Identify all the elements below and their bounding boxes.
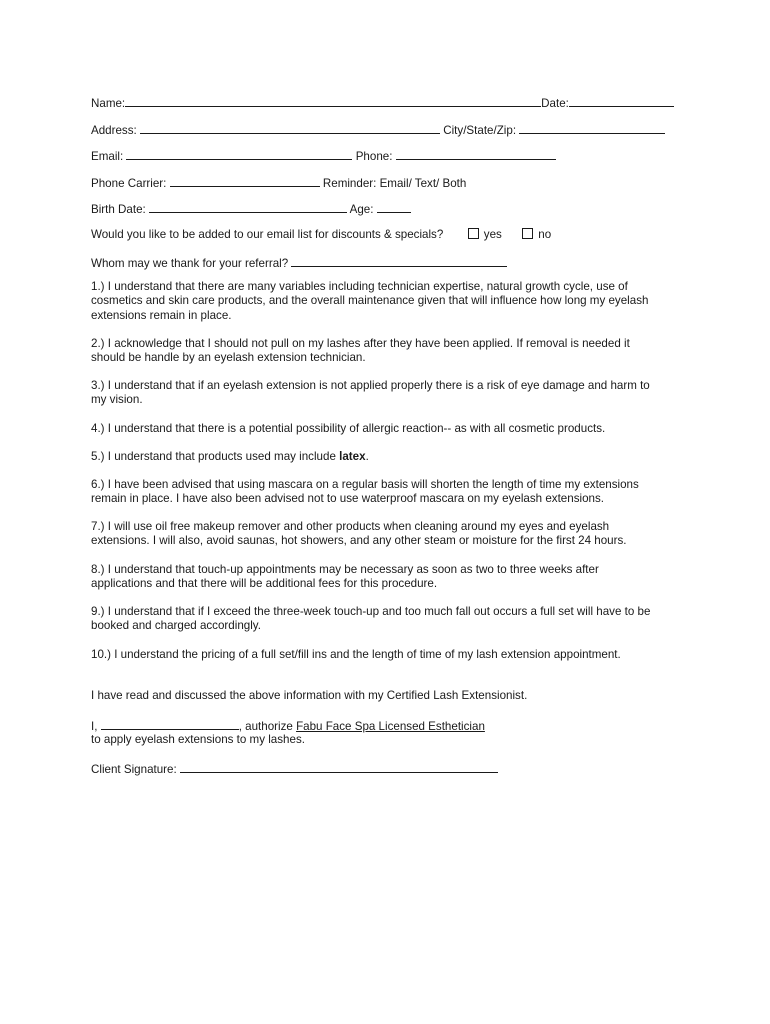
statement-10: 10.) I understand the pricing of a full set/fill ins and the length of time of my lash extension appointment.: [91, 648, 621, 661]
spa-name: Fabu Face Spa Licensed Esthetician: [296, 720, 485, 733]
name-field[interactable]: [125, 95, 541, 107]
client-signature-field[interactable]: [180, 761, 498, 773]
statement-5: 5.) I understand that products used may include latex.: [91, 450, 369, 463]
client-name-field[interactable]: [101, 718, 239, 730]
address-field[interactable]: [140, 122, 440, 134]
statement-1: 1.) I understand that there are many variables including technician expertise, natural growth cycle, use of cosmetics and skin care products, and the overall maintenance given that will influence how long my eyelash extensions remain in place.: [91, 280, 649, 322]
phone-carrier-label: Phone Carrier:: [91, 177, 167, 190]
email-label: Email:: [91, 150, 124, 163]
apply-text: to apply eyelash extensions to my lashes.: [91, 733, 305, 746]
read-statement: I have read and discussed the above information with my Certified Lash Extensionist.: [91, 689, 528, 702]
statement-9: 9.) I understand that if I exceed the three-week touch-up and too much fall out occurs a full set will have to be booked and charged accordingly.: [91, 605, 651, 633]
statement-3: 3.) I understand that if an eyelash extension is not applied properly there is a risk of eye damage and harm to my vision.: [91, 379, 650, 407]
yes-checkbox[interactable]: [468, 228, 479, 239]
city-state-zip-field[interactable]: [519, 122, 665, 134]
age-label: Age:: [349, 203, 374, 216]
referral-field[interactable]: [291, 255, 507, 267]
name-label: Name:: [91, 97, 126, 110]
email-field[interactable]: [126, 148, 352, 160]
phone-label: Phone:: [355, 150, 393, 163]
referral-row: [91, 255, 507, 271]
authorization-row: [91, 718, 485, 734]
reminder-label: Reminder: Email/ Text/ Both: [322, 177, 467, 190]
phone-carrier-field[interactable]: [170, 175, 320, 187]
statement-2: 2.) I acknowledge that I should not pull on my lashes after they have been applied. If removal is needed it should be handle by an eyelash extension technician.: [91, 337, 630, 365]
age-field[interactable]: [377, 201, 411, 213]
email-list-row: [91, 228, 551, 242]
no-label: no: [538, 228, 552, 241]
date-field[interactable]: [569, 95, 674, 107]
birth-date-field[interactable]: [149, 201, 347, 213]
email-phone-row: [91, 148, 556, 164]
birth-date-label: Birth Date:: [91, 203, 146, 216]
yes-label: yes: [483, 228, 502, 241]
referral-label: Whom may we thank for your referral?: [91, 257, 289, 270]
statement-4: 4.) I understand that there is a potential possibility of allergic reaction-- as with all cosmetic products.: [91, 422, 606, 435]
name-date-row: [91, 95, 674, 111]
authorize-text: , authorize: [238, 720, 293, 733]
statement-8: 8.) I understand that touch-up appointments may be necessary as soon as two to three weeks after applications and that there will be additional fees for this procedure.: [91, 563, 599, 591]
client-signature-label: Client Signature:: [91, 763, 177, 776]
statement-6: 6.) I have been advised that using mascara on a regular basis will shorten the length of time my extensions remain in place. I have also been advised not to use waterproof mascara on my eyelash extensions.: [91, 478, 639, 506]
i-label: I,: [91, 720, 98, 733]
address-label: Address:: [91, 124, 137, 137]
email-list-question: Would you like to be added to our email list for discounts & specials?: [91, 228, 444, 241]
statement-7: 7.) I will use oil free makeup remover and other products when cleaning around my eyes and eyelash extensions. I will also, avoid saunas, hot showers, and any other steam or moisture for the first 24 hours.: [91, 520, 627, 548]
city-state-zip-label: City/State/Zip:: [443, 124, 517, 137]
birth-age-row: [91, 201, 411, 217]
date-label: Date:: [541, 97, 569, 110]
phone-field[interactable]: [396, 148, 556, 160]
address-row: [91, 122, 665, 138]
carrier-row: [91, 175, 466, 191]
latex-emphasis: latex: [339, 450, 366, 463]
signature-row: [91, 761, 498, 777]
no-checkbox[interactable]: [522, 228, 533, 239]
